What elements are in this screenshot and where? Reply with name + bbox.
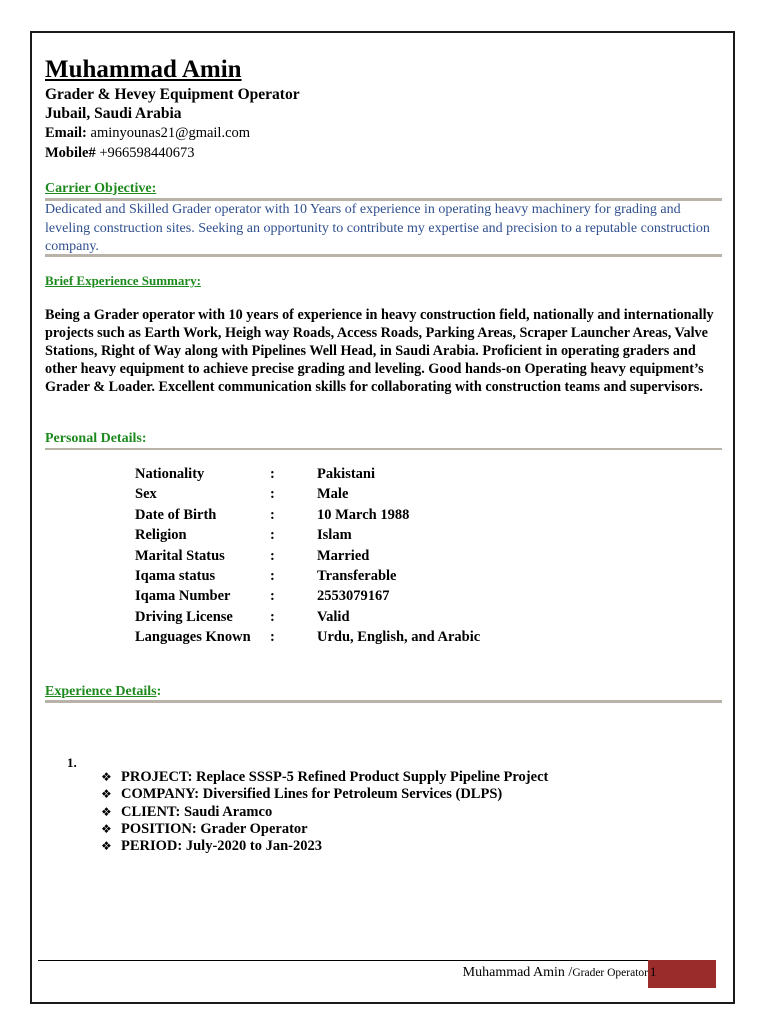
detail-separator: : <box>270 547 275 564</box>
personal-detail-row <box>135 609 480 629</box>
footer-name: Muhammad Amin / <box>462 965 573 980</box>
personal-heading: Personal Details: <box>45 431 147 446</box>
detail-value: 10 March 1988 <box>317 506 410 523</box>
diamond-bullet-icon: ❖ <box>101 839 112 854</box>
detail-value: Pakistani <box>317 466 376 482</box>
detail-separator: : <box>270 527 275 544</box>
detail-value: Transferable <box>317 567 397 584</box>
diamond-bullet-icon: ❖ <box>101 770 112 784</box>
detail-label: Date of Birth <box>135 506 217 523</box>
detail-label: Driving License <box>135 608 233 625</box>
section-rule <box>45 448 722 450</box>
objective-heading: Carrier Objective: <box>45 181 157 196</box>
objective-text: Dedicated and Skilled Grader operator with 10 Years of experience in operating heavy machinery for grading and leveling construction sites. Seeking an opportunity to contribute my expertise and precision to a reputable construction company. <box>45 202 710 254</box>
location: Jubail, Saudi Arabia <box>45 105 182 122</box>
personal-detail-row <box>135 588 480 608</box>
detail-value: Islam <box>317 527 352 544</box>
experience-heading <box>45 684 161 700</box>
page-number: 1 <box>650 965 657 979</box>
detail-value: Urdu, English, and Arabic <box>317 629 481 646</box>
footer-rule <box>38 960 648 961</box>
email-value[interactable]: aminyounas21@gmail.com <box>90 125 251 141</box>
experience-item <box>101 786 548 803</box>
section-rule <box>45 700 722 703</box>
experience-heading-text: Experience Details <box>45 684 157 699</box>
summary-text: Being a Grader operator with 10 years of experience in heavy construction field, nationally and internationally projects such as Earth Work, Heigh way Roads, Access Roads, Parking Areas, Scraper Launcher Areas, Valve Stations, Right of Way along with Pipelines Well Head, in Saudi Arabia. Proficient in operating graders and other heavy equipment to achieve precise grading and leveling. Good hands-on Operating heavy equipment’s Grader & Loader. Excellent communication skills for collaborating with construction teams and supervisors. <box>45 307 714 395</box>
experience-item-text: PERIOD: July-2020 to Jan-2023 <box>121 838 322 855</box>
detail-value: Married <box>317 547 370 564</box>
diamond-bullet-icon: ❖ <box>101 821 112 836</box>
detail-label: Iqama status <box>135 567 216 584</box>
detail-separator: : <box>270 608 275 625</box>
personal-detail-row <box>135 507 480 527</box>
detail-label: Sex <box>135 486 157 503</box>
detail-separator: : <box>270 466 275 482</box>
detail-separator: : <box>270 567 275 584</box>
candidate-name: Muhammad Amin <box>45 56 242 83</box>
mobile-value: +966598440673 <box>99 145 195 161</box>
detail-label: Marital Status <box>135 547 225 564</box>
email-label: Email: <box>45 125 87 141</box>
experience-item-text: COMPANY: Diversified Lines for Petroleum Services (DLPS) <box>121 786 503 803</box>
personal-detail-row <box>135 527 480 547</box>
personal-detail-row <box>135 466 480 486</box>
diamond-bullet-icon: ❖ <box>101 804 112 819</box>
experience-item-text: CLIENT: Saudi Aramco <box>121 803 273 820</box>
footer-text <box>463 965 648 981</box>
detail-value: 2553079167 <box>317 588 390 605</box>
detail-value: Valid <box>317 608 350 625</box>
experience-item <box>101 838 548 855</box>
detail-label: Languages Known <box>135 629 251 646</box>
detail-separator: : <box>270 588 275 605</box>
experience-item <box>101 821 548 838</box>
detail-separator: : <box>270 506 275 523</box>
detail-label: Religion <box>135 527 187 544</box>
detail-label: Nationality <box>135 466 205 482</box>
personal-detail-row <box>135 486 480 506</box>
mobile-line <box>45 145 195 162</box>
experience-item-text: POSITION: Grader Operator <box>121 820 308 837</box>
email-line <box>45 125 250 142</box>
section-rule <box>45 254 722 257</box>
diamond-bullet-icon: ❖ <box>101 787 112 802</box>
detail-value: Male <box>317 486 349 503</box>
experience-heading-colon: : <box>156 684 162 699</box>
personal-details-table <box>135 466 480 650</box>
mobile-label: Mobile# <box>45 145 96 161</box>
footer-role: Grader Operator <box>572 967 648 979</box>
job-title: Grader & Hevey Equipment Operator <box>45 86 300 103</box>
experience-number: 1. <box>67 755 77 770</box>
experience-item <box>101 769 548 786</box>
detail-separator: : <box>270 486 275 503</box>
personal-detail-row <box>135 548 480 568</box>
experience-item <box>101 804 548 821</box>
detail-label: Iqama Number <box>135 588 231 605</box>
detail-separator: : <box>270 629 275 646</box>
experience-list <box>101 769 548 855</box>
footer-accent-box <box>648 960 716 988</box>
summary-heading: Brief Experience Summary: <box>45 273 201 288</box>
experience-item-text: PROJECT: Replace SSSP-5 Refined Product Supply Pipeline Project <box>121 769 549 785</box>
personal-detail-row <box>135 629 480 649</box>
personal-detail-row <box>135 568 480 588</box>
